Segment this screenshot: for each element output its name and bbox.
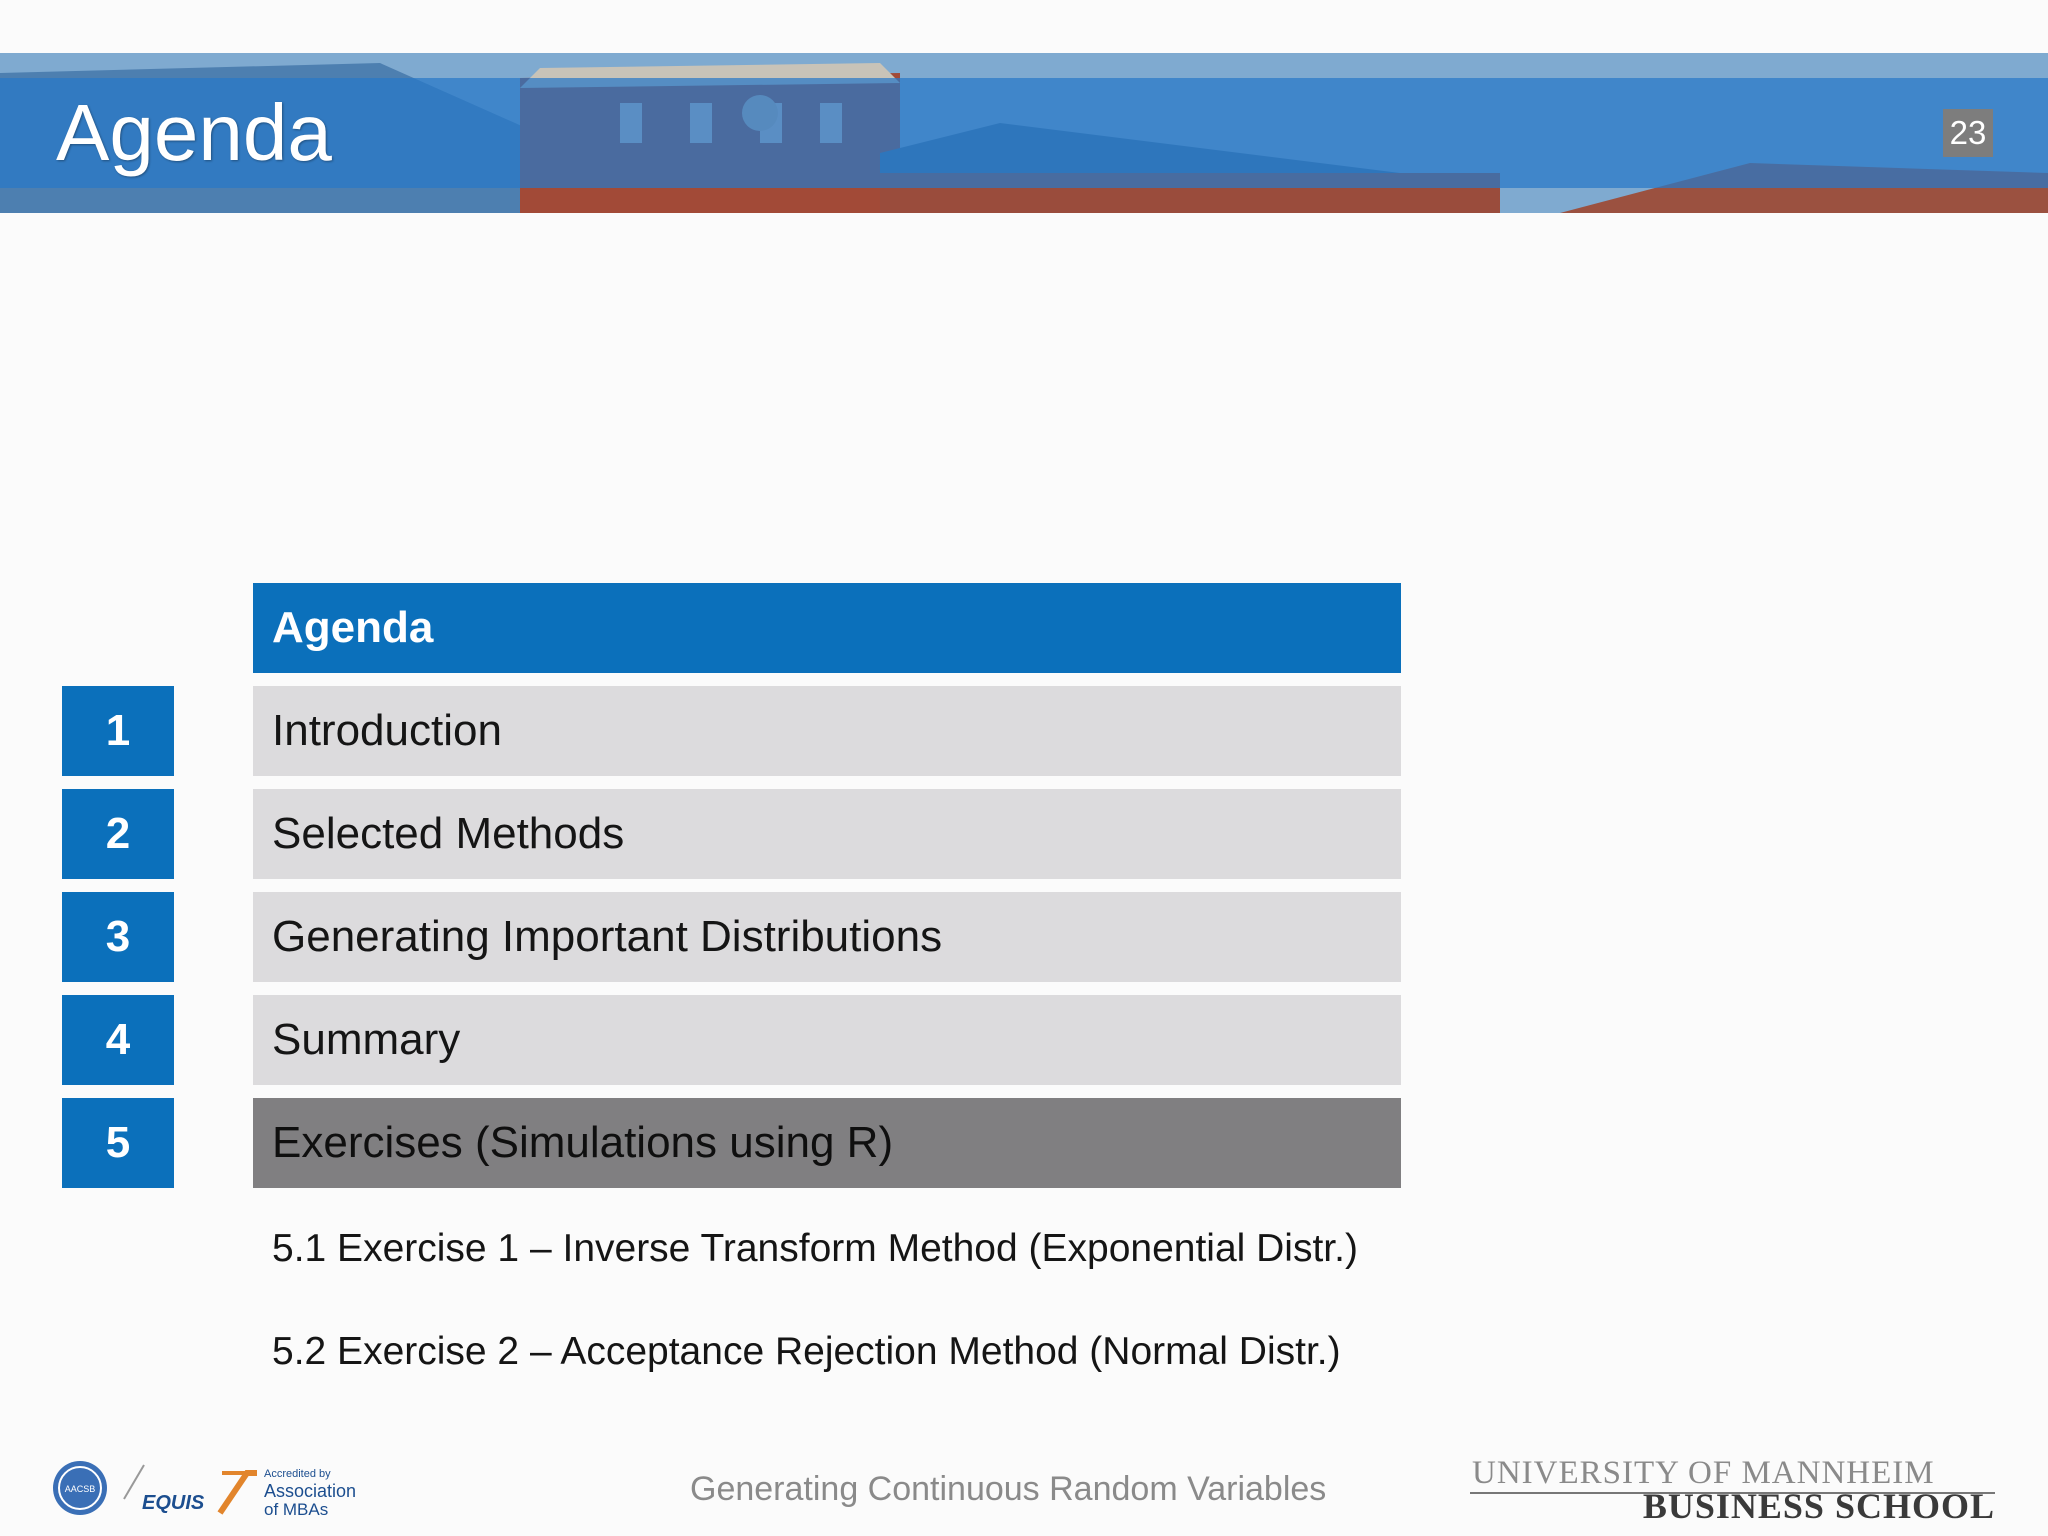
- agenda-subitem-exercise-2: 5.2 Exercise 2 – Acceptance Rejection Method (Normal Distr.): [272, 1330, 1341, 1373]
- university-logo: [1470, 1455, 1995, 1526]
- agenda-item-generating-distributions: Generating Important Distributions: [253, 892, 1401, 982]
- amba-logo-line3: of MBAs: [264, 1500, 329, 1519]
- agenda-item-number: 2: [62, 789, 174, 879]
- agenda-item-summary: Summary: [253, 995, 1401, 1085]
- university-logo-line2: BUSINESS SCHOOL: [1642, 1486, 1995, 1526]
- page-title: Agenda: [56, 88, 332, 177]
- agenda-item-introduction: Introduction: [253, 686, 1401, 776]
- amba-logo-line2: Association: [264, 1481, 357, 1501]
- agenda-item-selected-methods: Selected Methods: [253, 789, 1401, 879]
- amba-logo: [220, 1468, 356, 1519]
- university-logo-line1: UNIVERSITY OF MANNHEIM: [1472, 1455, 1935, 1491]
- agenda-subitem-exercise-1: 5.1 Exercise 1 – Inverse Transform Method (Exponential Distr.): [272, 1227, 1358, 1270]
- agenda-item-exercises-active: Exercises (Simulations using R): [253, 1098, 1401, 1188]
- agenda-item-number: 1: [62, 686, 174, 776]
- equis-logo-text: EQUIS: [142, 1492, 205, 1514]
- agenda-item-number: 3: [62, 892, 174, 982]
- footer-presentation-title: Generating Continuous Random Variables: [690, 1470, 1327, 1508]
- aacsb-logo: [53, 1461, 107, 1515]
- equis-logo: [124, 1465, 205, 1514]
- page-number-badge: 23: [1943, 109, 1993, 157]
- accreditation-logos: [52, 1455, 372, 1521]
- agenda-item-number: 5: [62, 1098, 174, 1188]
- aacsb-logo-text: AACSB: [64, 1484, 96, 1494]
- header-banner: [0, 53, 2048, 213]
- amba-logo-line1: Accredited by: [264, 1468, 331, 1480]
- agenda-item-number: 4: [62, 995, 174, 1085]
- agenda-table-header: Agenda: [253, 583, 1401, 673]
